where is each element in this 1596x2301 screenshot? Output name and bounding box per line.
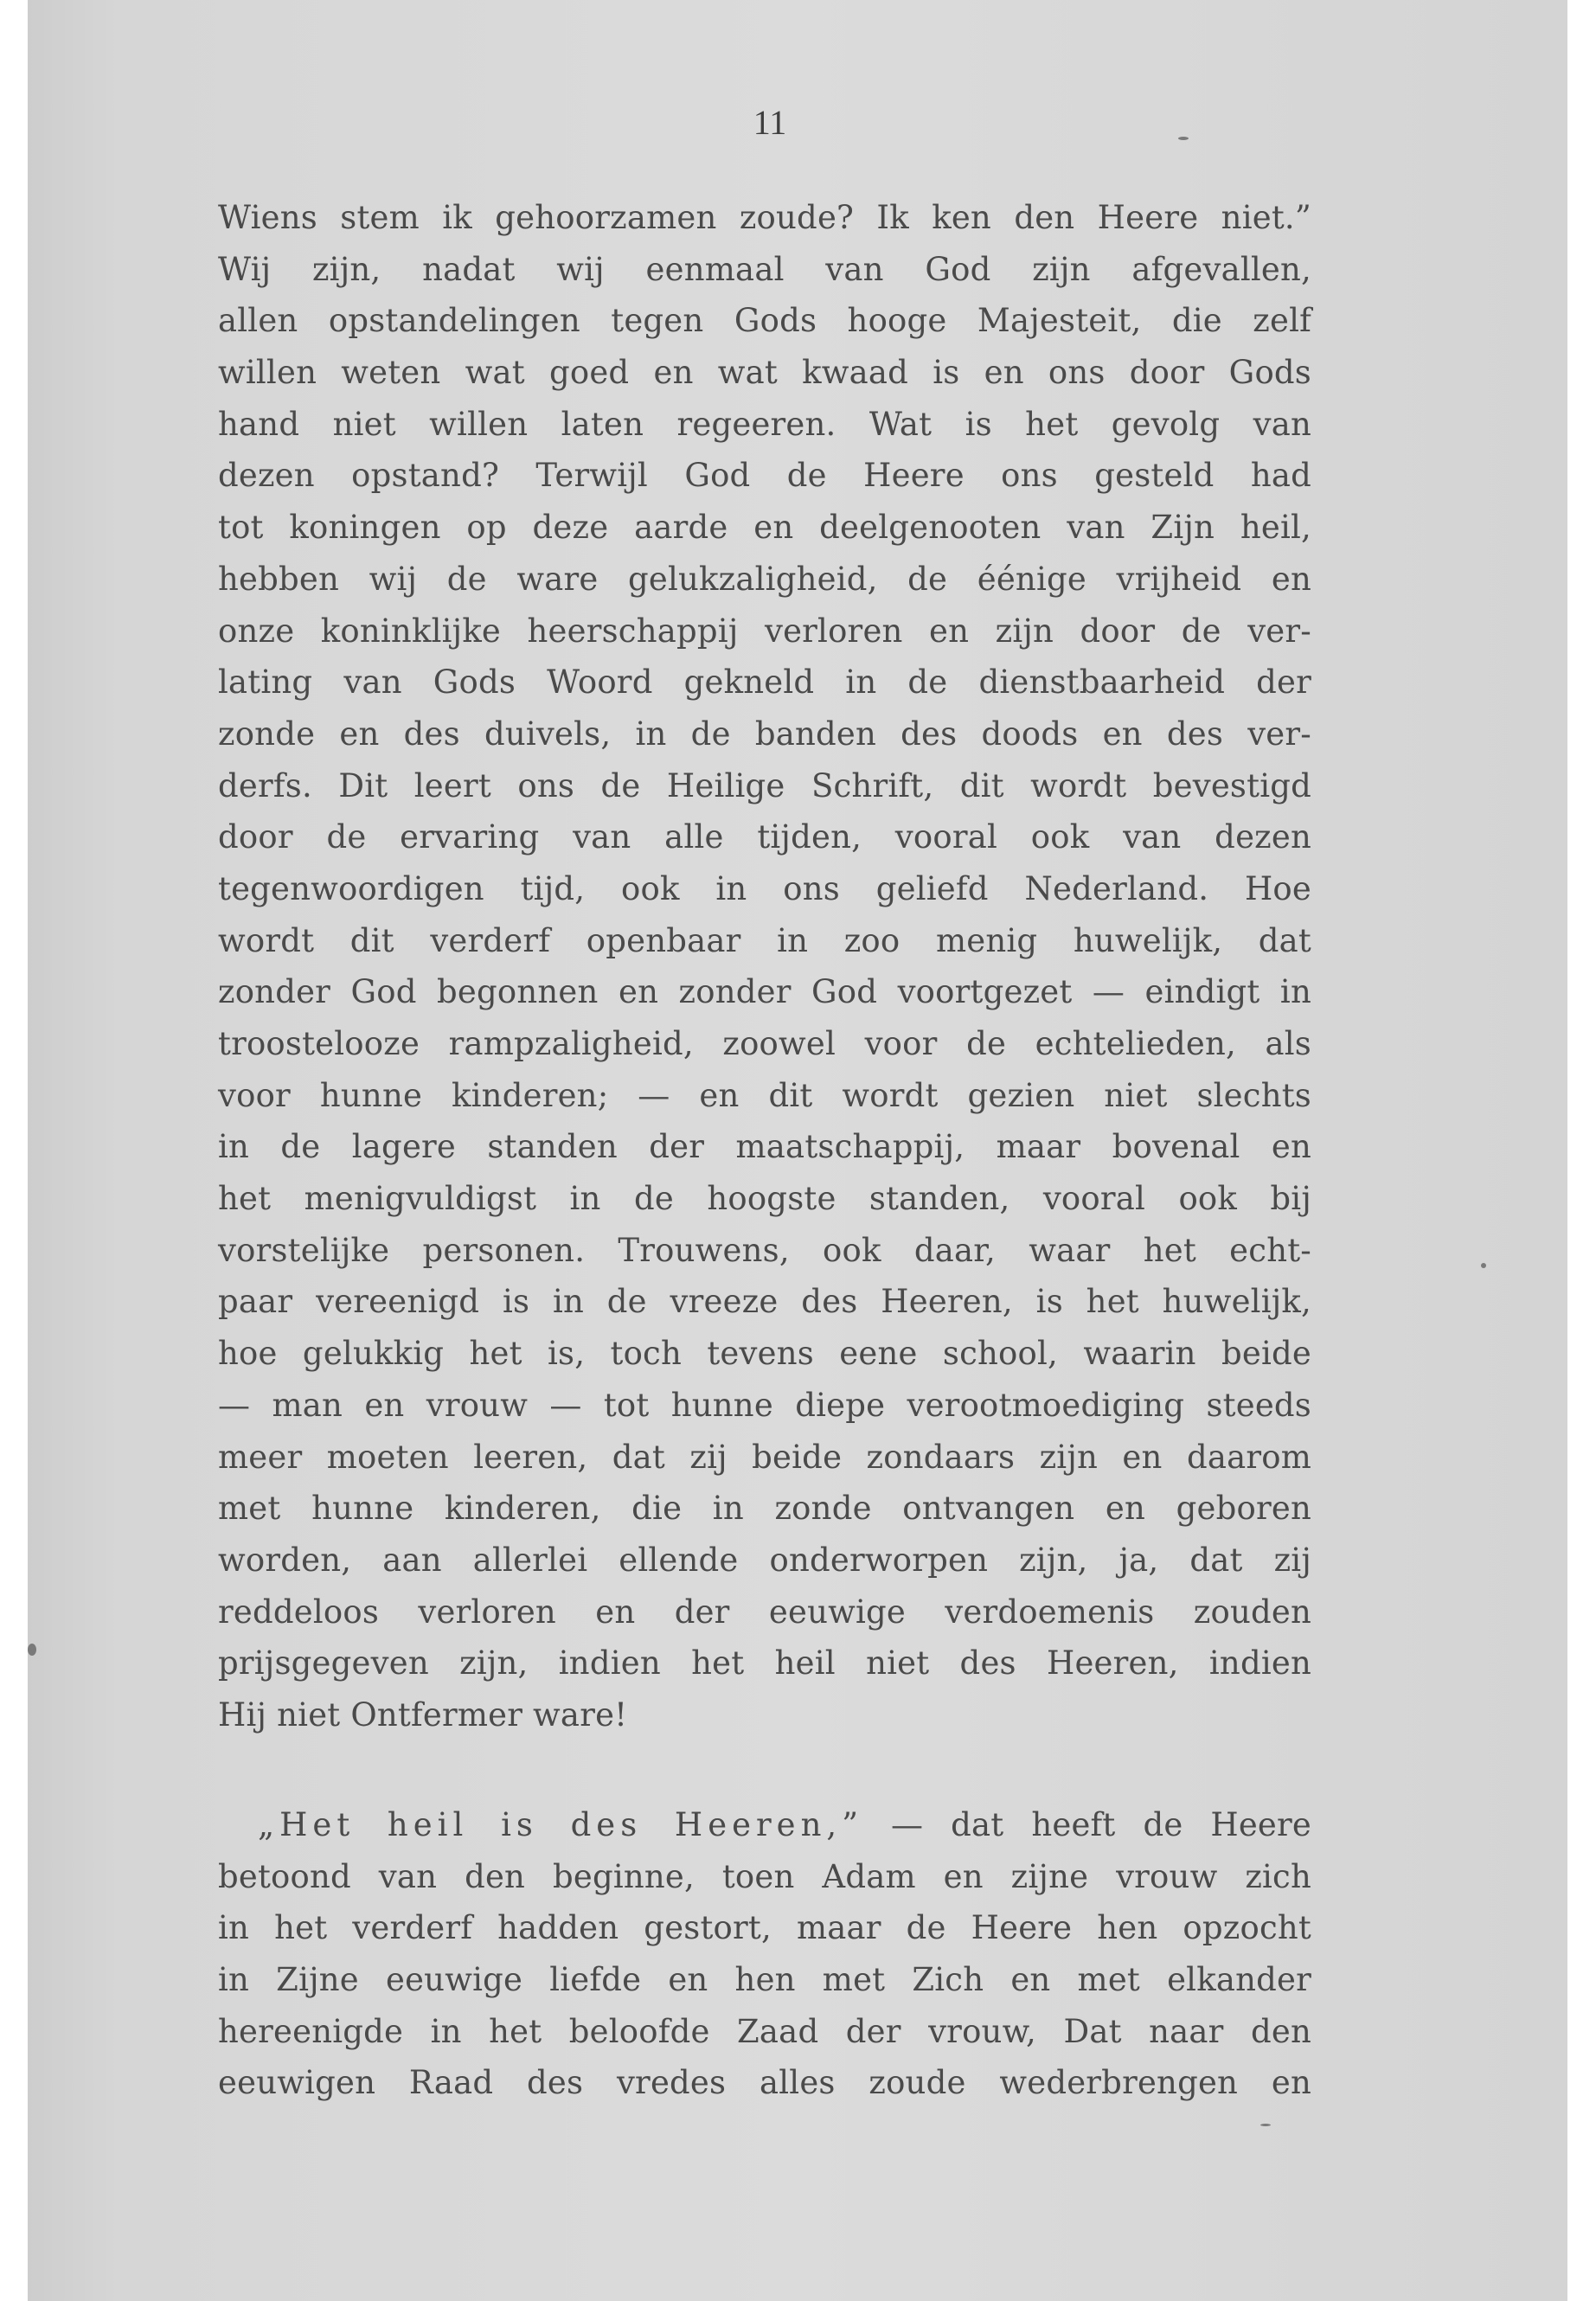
text-line-first xyxy=(218,1799,1311,1851)
text-line: hoe gelukkig het is, toch tevens eene school, waarin beide xyxy=(218,1335,1311,1373)
text-line: zonde en des duivels, in de banden des doods en des ver- xyxy=(218,715,1311,753)
text-line: derfs. Dit leert ons de Heilige Schrift, dit wordt bevestigd xyxy=(218,766,1311,804)
text-line: hand niet willen laten regeeren. Wat is het gevolg van xyxy=(218,405,1311,443)
text-line: — man en vrouw — tot hunne diepe verootmoediging steeds xyxy=(218,1386,1311,1424)
text-line: in Zijne eeuwige liefde en hen met Zich en met elkander xyxy=(218,1961,1311,1999)
page-number: 11 xyxy=(753,103,787,142)
paragraph-2 xyxy=(218,1799,1311,2109)
text-line: allen opstandelingen tegen Gods hooge Majesteit, die zelf xyxy=(218,302,1311,340)
scan-speck xyxy=(1260,2124,1271,2126)
scan-left-margin xyxy=(0,0,28,2301)
scan-speck xyxy=(1481,1263,1486,1268)
text-line: tegenwoordigen tijd, ook in ons geliefd Nederland. Hoe xyxy=(218,869,1311,907)
text-line: betoond van den beginne, toen Adam en zijne vrouw zich xyxy=(218,1857,1311,1895)
text-line: worden, aan allerlei ellende onderworpen zijn, ja, dat zij xyxy=(218,1541,1311,1579)
text-line: hebben wij de ware gelukzaligheid, de éénige vrijheid en xyxy=(218,560,1311,598)
spaced-quote: „Het heil is des Heeren,” xyxy=(258,1806,864,1843)
text-line: dezen opstand? Terwijl God de Heere ons gesteld had xyxy=(218,457,1311,495)
text-line: lating van Gods Woord gekneld in de dienstbaarheid der xyxy=(218,663,1311,702)
text-line: Hij niet Ontfermer ware! xyxy=(218,1695,628,1734)
text-line: door de ervaring van alle tijden, vooral ook van dezen xyxy=(218,818,1311,856)
text-line: in de lagere standen der maatschappij, maar bovenal en xyxy=(218,1128,1311,1166)
text-line: zonder God begonnen en zonder God voortgezet — eindigt in xyxy=(218,973,1311,1011)
text-line: prijsgegeven zijn, indien het heil niet des Heeren, indien xyxy=(218,1644,1311,1682)
text-line: Wiens stem ik gehoorzamen zoude? Ik ken den Heere niet.” xyxy=(218,199,1311,236)
text-line: paar vereenigd is in de vreeze des Heeren, is het huwelijk, xyxy=(218,1283,1311,1321)
text-line: onze koninklijke heerschappij verloren en zijn door de ver- xyxy=(218,612,1311,650)
text-line: reddeloos verloren en der eeuwige verdoemenis zouden xyxy=(218,1593,1311,1631)
scan-speck xyxy=(28,1644,36,1656)
text-line: troostelooze rampzaligheid, zoowel voor de echtelieden, als xyxy=(218,1025,1311,1062)
text-line: tot koningen op deze aarde en deelgenooten van Zijn heil, xyxy=(218,509,1311,547)
text-line: voor hunne kinderen; — en dit wordt gezien niet slechts xyxy=(218,1076,1311,1114)
text-line: meer moeten leeren, dat zij beide zondaars zijn en daarom xyxy=(218,1438,1311,1476)
quote-continuation: — dat heeft de Heere xyxy=(863,1806,1312,1843)
text-line: hereenigde in het beloofde Zaad der vrouw, Dat naar den xyxy=(218,2012,1311,2050)
text-line: eeuwigen Raad des vredes alles zoude wederbrengen en xyxy=(218,2064,1311,2102)
text-line: wordt dit verderf openbaar in zoo menig huwelijk, dat xyxy=(218,921,1311,959)
text-line: in het verderf hadden gestort, maar de Heere hen opzocht xyxy=(218,1909,1311,1947)
text-line: Wij zijn, nadat wij eenmaal van God zijn afgevallen, xyxy=(218,250,1311,288)
paragraph-1 xyxy=(218,192,1311,1741)
text-line: het menigvuldigst in de hoogste standen, vooral ook bij xyxy=(218,1180,1311,1218)
scan-speck xyxy=(1178,137,1189,140)
text-line: willen weten wat goed en wat kwaad is en ons door Gods xyxy=(218,354,1311,392)
scan-right-margin xyxy=(1567,0,1596,2301)
text-line: met hunne kinderen, die in zonde ontvangen en geboren xyxy=(218,1490,1311,1528)
text-line: vorstelijke personen. Trouwens, ook daar, waar het echt- xyxy=(218,1231,1311,1269)
